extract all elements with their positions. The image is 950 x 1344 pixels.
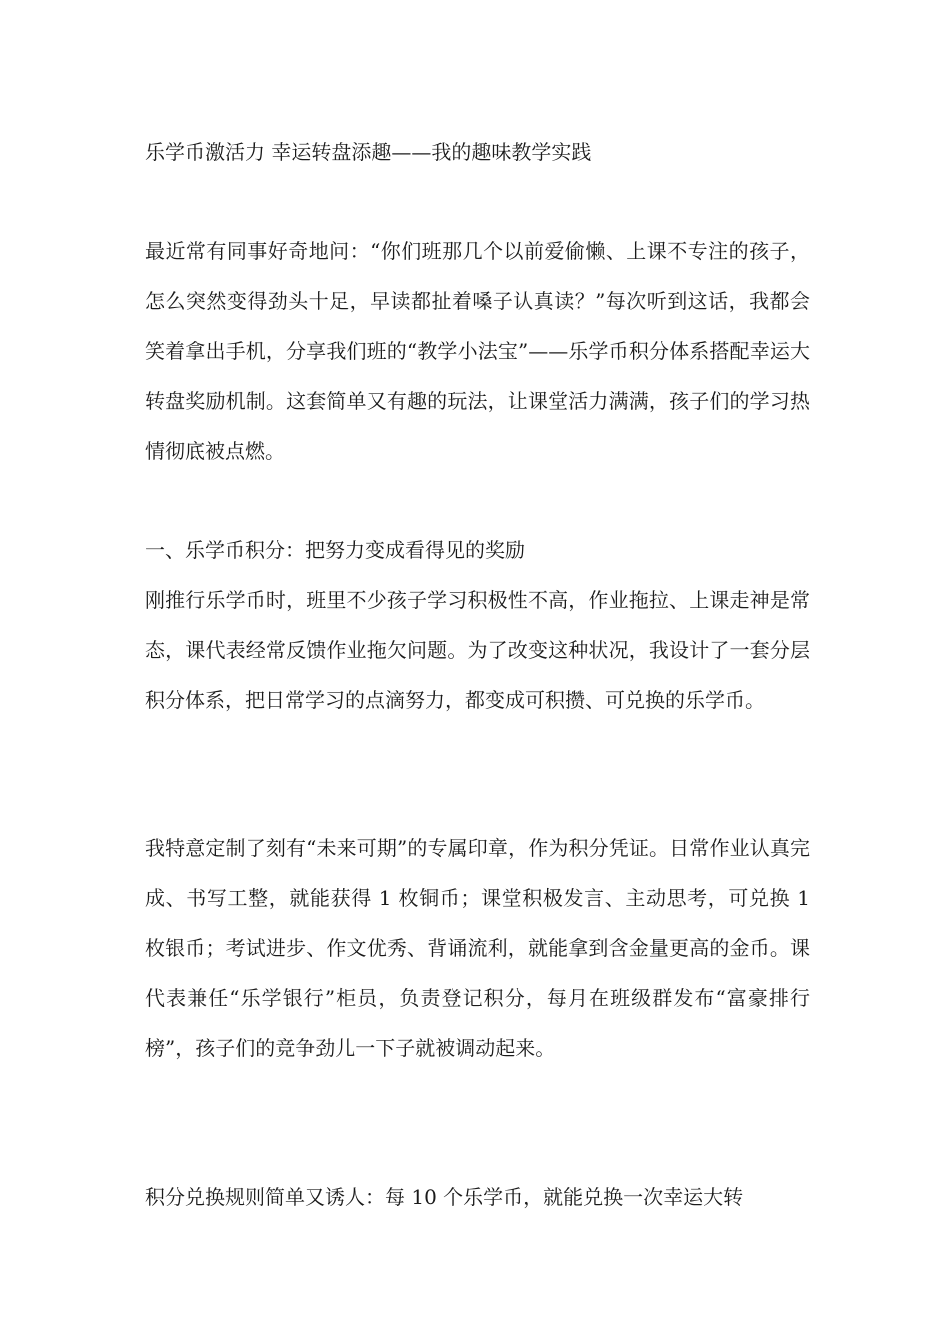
section-1-paragraph-1: 刚推行乐学币时，班里不少孩子学习积极性不高，作业拖拉、上课走神是常态，课代表经常反馈作业拖欠问题。为了改变这种状况，我设计了一套分层积分体系，把日常学习的点滴努力，都变成可积攒、可兑换的乐学币。 bbox=[145, 588, 810, 712]
document-title: 乐学币激活力 幸运转盘添趣——我的趣味教学实践 bbox=[145, 140, 592, 164]
section-1-heading: 一、乐学币积分：把努力变成看得见的奖励 bbox=[145, 538, 525, 562]
section-1-paragraph-3: 积分兑换规则简单又诱人：每 10 个乐学币，就能兑换一次幸运大转 bbox=[145, 1185, 744, 1209]
intro-paragraph: 最近常有同事好奇地问：“你们班那几个以前爱偷懒、上课不专注的孩子，怎么突然变得劲头十足，早读都扯着嗓子认真读？”每次听到这话，我都会笑着拿出手机，分享我们班的“教学小法宝”——乐学币积分体系搭配幸运大转盘奖励机制。这套简单又有趣的玩法，让课堂活力满满，孩子们的学习热情彻底被点燃。 bbox=[145, 239, 810, 463]
section-1-paragraph-2: 我特意定制了刻有“未来可期”的专属印章，作为积分凭证。日常作业认真完成、书写工整，就能获得 1 枚铜币；课堂积极发言、主动思考，可兑换 1 枚银币；考试进步、作文优秀、背诵流利，就能拿到含金量更高的金币。课代表兼任“乐学银行”柜员，负责登记积分，每月在班级群发布“富豪排行榜”，孩子们的竞争劲儿一下子就被调动起来。 bbox=[145, 836, 810, 1060]
